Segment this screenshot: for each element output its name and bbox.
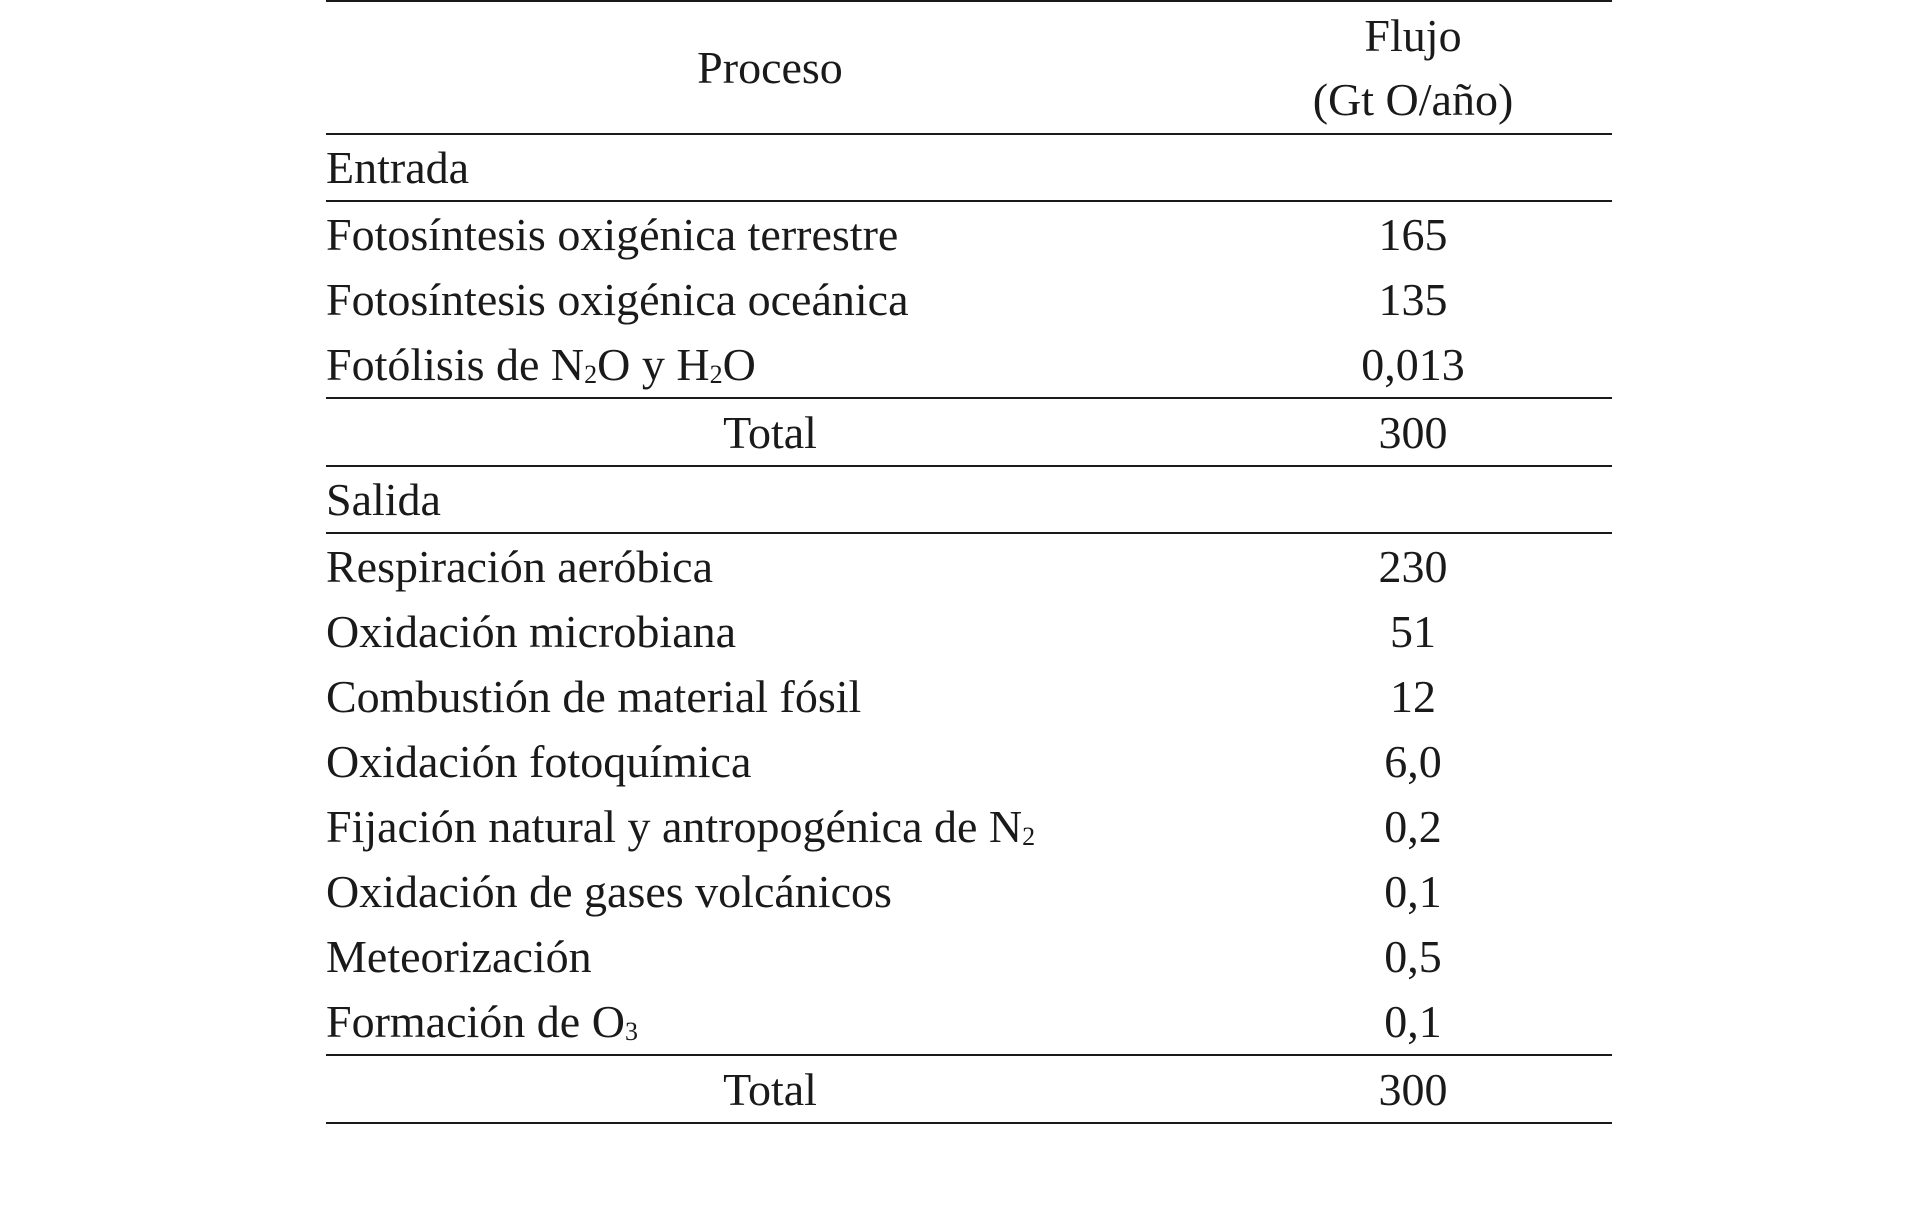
total-value: 300 <box>1214 1055 1612 1123</box>
process-cell: Oxidación fotoquímica <box>326 736 752 787</box>
header-process: Proceso <box>326 1 1214 134</box>
process-cell: Respiración aeróbica <box>326 541 713 592</box>
process-cell: Meteorización <box>326 931 592 982</box>
table-row <box>326 267 1612 332</box>
value-cell: 12 <box>1390 671 1436 722</box>
process-cell: Fijación natural y antropogénica de $N_2$ <box>326 801 1036 852</box>
process-cell: Fotosíntesis oxigénica terrestre <box>326 209 899 260</box>
value-cell: 0,5 <box>1384 931 1442 982</box>
table-row <box>326 924 1612 989</box>
output-total-row <box>326 1055 1612 1123</box>
table-row <box>326 664 1612 729</box>
process-cell: Oxidación de gases volcánicos <box>326 866 892 917</box>
value-cell: 135 <box>1378 274 1448 325</box>
process-cell: Formación de $O_3$ <box>326 996 638 1047</box>
value-cell: 6,0 <box>1384 736 1442 787</box>
table-row <box>326 332 1612 398</box>
value-cell: 0,013 <box>1361 339 1465 390</box>
table-row <box>326 533 1612 599</box>
table-row <box>326 201 1612 267</box>
section-output-row <box>326 466 1612 533</box>
table-row <box>326 859 1612 924</box>
table-row <box>326 989 1612 1055</box>
section-input-title: Entrada <box>326 134 1612 201</box>
table-row <box>326 599 1612 664</box>
section-input-row <box>326 134 1612 201</box>
total-label: Total <box>326 1055 1214 1123</box>
table-row <box>326 729 1612 794</box>
oxygen-flux-table <box>326 0 1612 1124</box>
process-cell: Fotólisis de $N_2O$ y $H_2O$ <box>326 339 756 390</box>
value-cell: 0,1 <box>1384 866 1442 917</box>
header-flux-line2: (Gt O/año) <box>1312 73 1514 125</box>
process-cell: Oxidación microbiana <box>326 606 737 657</box>
value-cell: 165 <box>1378 209 1448 260</box>
total-label: Total <box>326 398 1214 466</box>
header-flux <box>1214 1 1612 134</box>
section-output-title: Salida <box>326 466 1612 533</box>
table-row <box>326 794 1612 859</box>
total-value: 300 <box>1214 398 1612 466</box>
header-row <box>326 1 1612 134</box>
input-total-row <box>326 398 1612 466</box>
value-cell: 0,2 <box>1384 801 1442 852</box>
header-flux-line1: Flujo <box>1364 9 1462 61</box>
value-cell: 230 <box>1378 541 1448 592</box>
process-cell: Fotosíntesis oxigénica oceánica <box>326 274 909 325</box>
value-cell: 0,1 <box>1384 996 1442 1047</box>
value-cell: 51 <box>1390 606 1436 657</box>
process-cell: Combustión de material fósil <box>326 671 862 722</box>
